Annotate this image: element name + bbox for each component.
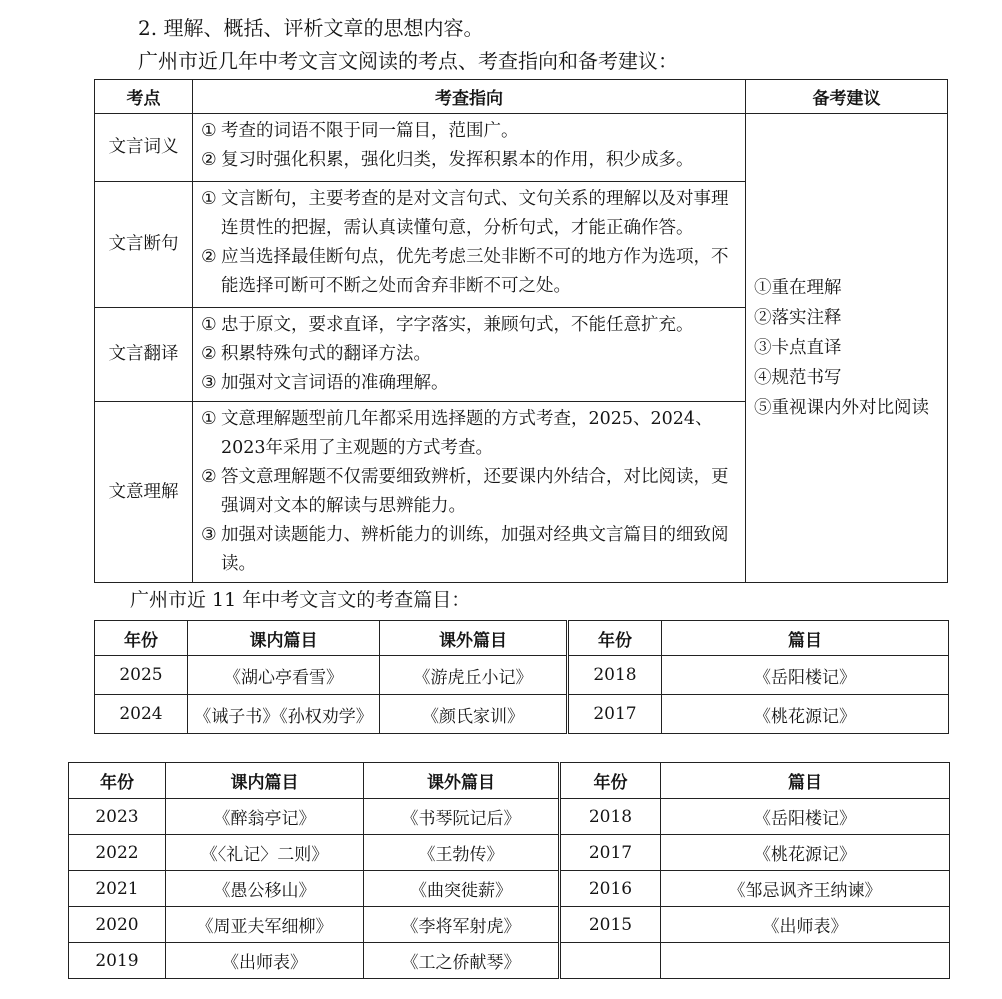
year-cell: 2023 — [69, 799, 166, 835]
suggestion-item: ②落实注释 — [754, 308, 842, 328]
extra-article-cell: 《书琴阮记后》 — [364, 799, 560, 835]
prep-suggestions-cell — [746, 114, 948, 583]
suggestion-item: ①重在理解 — [754, 278, 842, 298]
table-row — [69, 943, 950, 979]
header-cell: 课外篇目 — [380, 621, 568, 656]
header-cell: 年份 — [69, 763, 166, 799]
year-cell: 2020 — [69, 907, 166, 943]
item-text: 答文意理解题不仅需要细致辨析，还要课内外结合，对比阅读，更强调对文本的解读与思辨能力。 — [221, 467, 729, 516]
article-cell: 《桃花源记》 — [662, 695, 949, 734]
table-header-row — [69, 763, 950, 799]
year-cell — [560, 943, 661, 979]
list-item — [201, 117, 739, 146]
year-cell: 2017 — [568, 695, 662, 734]
list-item — [201, 243, 739, 301]
item-number: ① — [201, 189, 217, 209]
item-number: ② — [201, 344, 217, 364]
table-row — [95, 695, 949, 734]
year-cell: 2019 — [69, 943, 166, 979]
header-cell: 篇目 — [662, 621, 949, 656]
table-row — [95, 114, 948, 182]
exam-point-cell: 文言词义 — [95, 114, 193, 182]
article-cell: 《邹忌讽齐王纳谏》 — [661, 871, 950, 907]
article-cell: 《岳阳楼记》 — [661, 799, 950, 835]
year-cell: 2015 — [560, 907, 661, 943]
item-text: 复习时强化积累，强化归类，发挥积累本的作用，积少成多。 — [221, 150, 694, 170]
header-cell: 备考建议 — [746, 80, 948, 114]
table-header-row — [95, 80, 948, 114]
item-text: 考查的词语不限于同一篇目，范围广。 — [221, 121, 519, 141]
header-cell: 课内篇目 — [188, 621, 380, 656]
table-row — [69, 799, 950, 835]
article-cell: 《出师表》 — [661, 907, 950, 943]
item-number: ② — [201, 150, 217, 170]
extra-article-cell: 《游虎丘小记》 — [380, 656, 568, 695]
item-number: ① — [201, 409, 217, 429]
extra-article-cell: 《李将军射虎》 — [364, 907, 560, 943]
item-text: 文言断句，主要考查的是对文言句式、文句关系的理解以及对事理连贯性的把握，需认真读懂句意，分析句式，才能正确作答。 — [221, 189, 729, 238]
item-number: ② — [201, 467, 217, 487]
item-text: 积累特殊句式的翻译方法。 — [221, 344, 431, 364]
list-item — [201, 146, 739, 175]
article-cell: 《桃花源记》 — [661, 835, 950, 871]
in-class-article-cell: 《周亚夫军细柳》 — [166, 907, 364, 943]
in-class-article-cell: 《〈礼记〉二则》 — [166, 835, 364, 871]
list-item — [201, 340, 739, 369]
item-number: ③ — [201, 373, 217, 393]
extra-article-cell: 《曲突徙薪》 — [364, 871, 560, 907]
in-class-article-cell: 《醉翁亭记》 — [166, 799, 364, 835]
header-cell: 课内篇目 — [166, 763, 364, 799]
list-item — [201, 521, 739, 579]
exam-point-cell: 文言翻译 — [95, 308, 193, 402]
year-cell: 2018 — [568, 656, 662, 695]
table-row — [69, 835, 950, 871]
header-cell: 年份 — [95, 621, 188, 656]
article-cell: 《岳阳楼记》 — [662, 656, 949, 695]
articles-table-2 — [68, 762, 950, 979]
suggestion-item: ③卡点直译 — [754, 338, 842, 358]
header-cell: 篇目 — [661, 763, 950, 799]
list-item — [201, 311, 739, 340]
exam-points-table — [94, 79, 948, 583]
section-heading-exam-points: 广州市近几年中考文言文阅读的考点、考查指向和备考建议： — [138, 49, 678, 73]
year-cell: 2021 — [69, 871, 166, 907]
year-cell: 2017 — [560, 835, 661, 871]
article-cell — [661, 943, 950, 979]
exam-direction-cell — [193, 182, 746, 308]
item-text: 加强对读题能力、辨析能力的训练，加强对经典文言篇目的细致阅读。 — [221, 525, 729, 574]
item-text: 忠于原文，要求直译，字字落实，兼顾句式，不能任意扩充。 — [221, 315, 694, 335]
item-number: ③ — [201, 525, 217, 545]
in-class-article-cell: 《出师表》 — [166, 943, 364, 979]
header-cell: 考查指向 — [193, 80, 746, 114]
in-class-article-cell: 《诫子书》《孙权劝学》 — [188, 695, 380, 734]
table-row — [69, 907, 950, 943]
header-cell: 考点 — [95, 80, 193, 114]
item-text: 应当选择最佳断句点，优先考虑三处非断不可的地方作为选项，不能选择可断可不断之处而舍弃非断不可之处。 — [221, 247, 729, 296]
intro-item-2: 2. 理解、概括、评析文章的思想内容。 — [138, 16, 484, 40]
item-text: 加强对文言词语的准确理解。 — [221, 373, 449, 393]
list-item — [201, 369, 739, 398]
exam-direction-cell — [193, 114, 746, 182]
exam-point-cell: 文意理解 — [95, 402, 193, 583]
list-item — [201, 463, 739, 521]
articles-table-1 — [94, 620, 949, 734]
extra-article-cell: 《王勃传》 — [364, 835, 560, 871]
table-row — [95, 656, 949, 695]
section-heading-articles: 广州市近 11 年中考文言文的考查篇目： — [130, 589, 471, 611]
year-cell: 2024 — [95, 695, 188, 734]
list-item — [201, 405, 739, 463]
item-number: ② — [201, 247, 217, 267]
year-cell: 2025 — [95, 656, 188, 695]
table-row — [69, 871, 950, 907]
item-number: ① — [201, 315, 217, 335]
extra-article-cell: 《颜氏家训》 — [380, 695, 568, 734]
list-item — [201, 185, 739, 243]
header-cell: 年份 — [560, 763, 661, 799]
header-cell: 课外篇目 — [364, 763, 560, 799]
extra-article-cell: 《工之侨献琴》 — [364, 943, 560, 979]
exam-direction-cell — [193, 308, 746, 402]
exam-point-cell: 文言断句 — [95, 182, 193, 308]
in-class-article-cell: 《愚公移山》 — [166, 871, 364, 907]
in-class-article-cell: 《湖心亭看雪》 — [188, 656, 380, 695]
header-cell: 年份 — [568, 621, 662, 656]
year-cell: 2018 — [560, 799, 661, 835]
suggestion-item: ④规范书写 — [754, 368, 842, 388]
exam-direction-cell — [193, 402, 746, 583]
item-text: 文意理解题型前几年都采用选择题的方式考查，2025、2024、2023年采用了主观题的方式考查。 — [221, 409, 713, 458]
year-cell: 2022 — [69, 835, 166, 871]
year-cell: 2016 — [560, 871, 661, 907]
suggestion-item: ⑤重视课内外对比阅读 — [754, 398, 929, 418]
item-number: ① — [201, 121, 217, 141]
table-header-row — [95, 621, 949, 656]
